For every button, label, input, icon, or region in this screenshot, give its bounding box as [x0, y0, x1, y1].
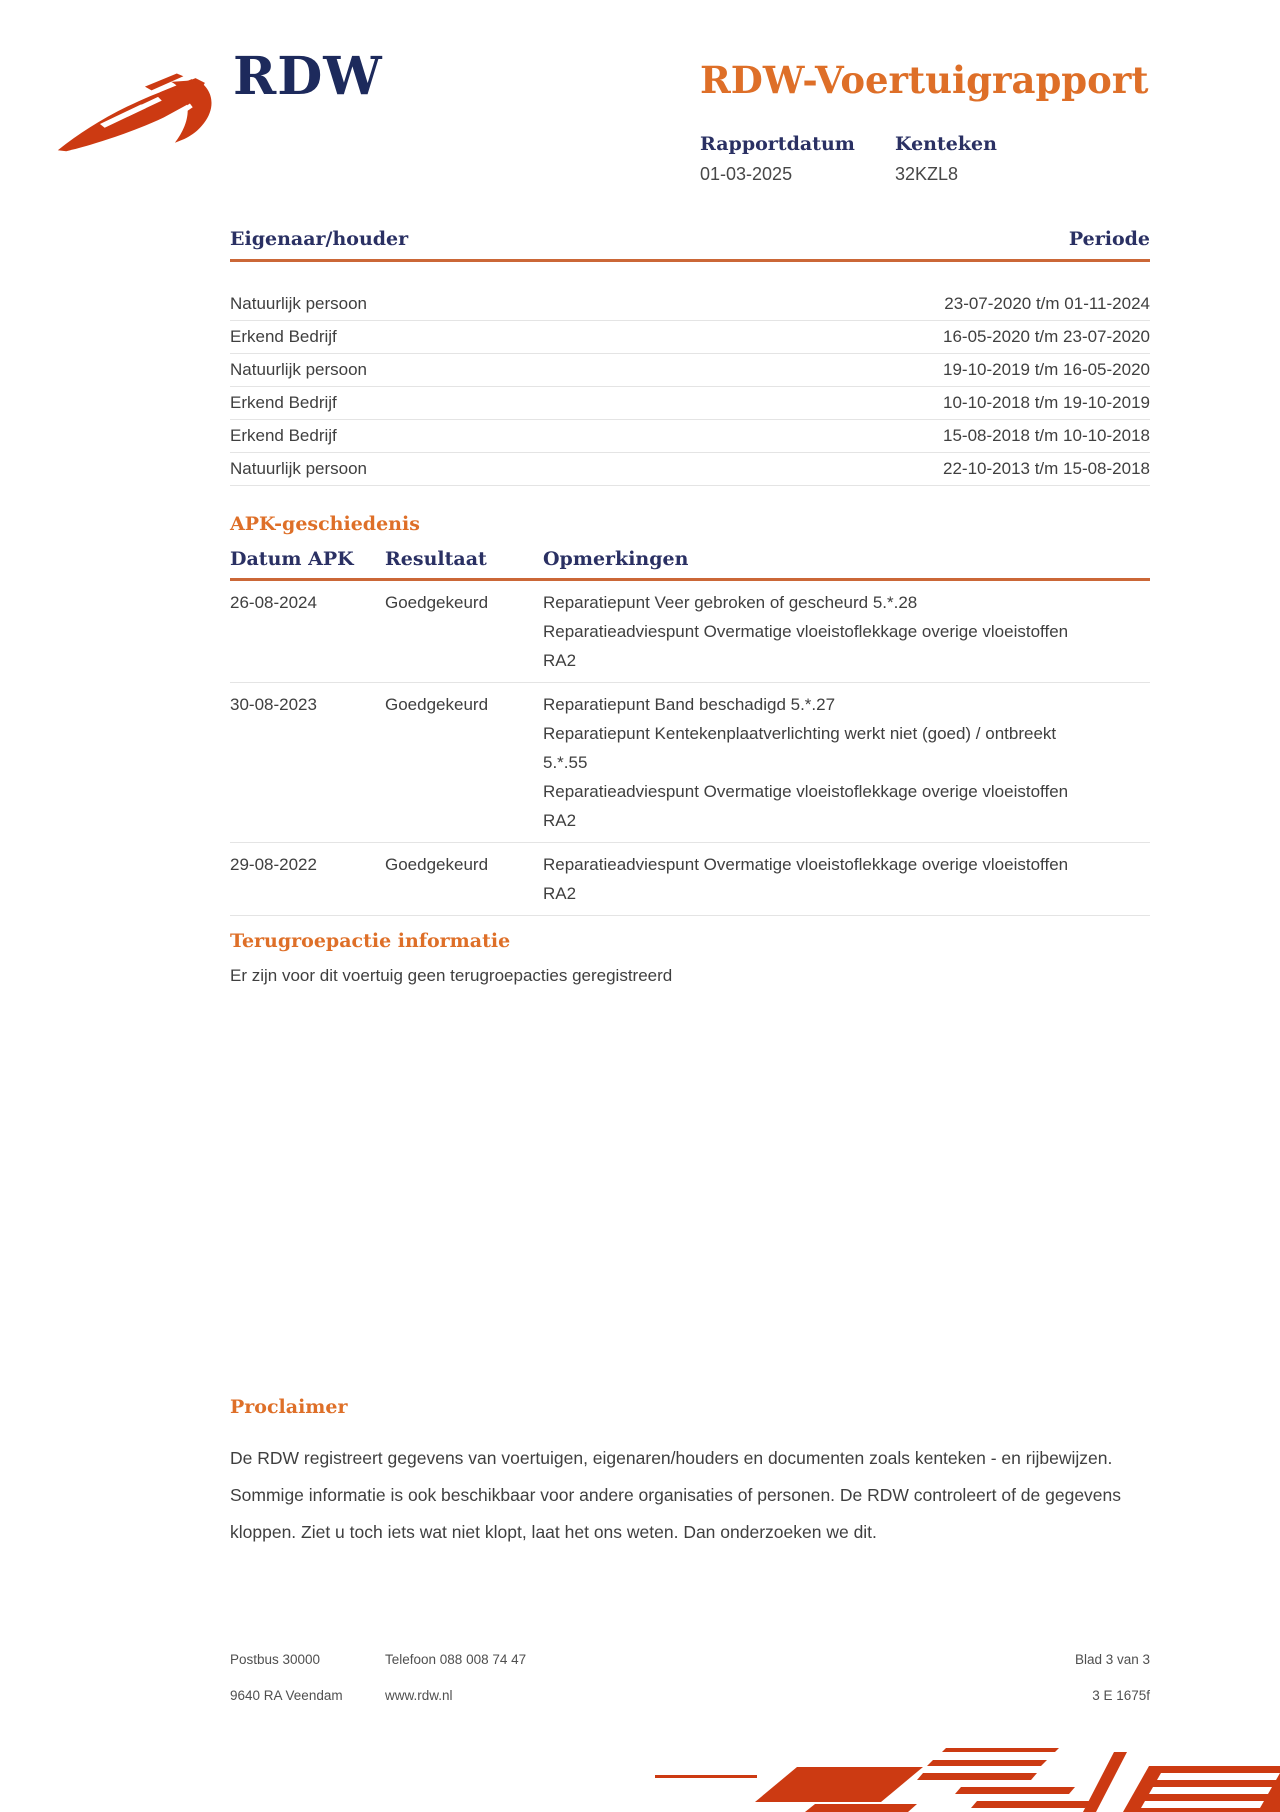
apk-remark: Reparatieadviespunt Overmatige vloeistoflekkage overige vloeistoffen RA2 [543, 782, 1069, 830]
proclaimer-section [230, 1396, 1150, 1551]
owner-table-row [230, 453, 1150, 486]
apk-remarks [543, 690, 1083, 835]
recall-section [230, 930, 1150, 986]
owner-period: 10-10-2018 t/m 19-10-2019 [943, 393, 1150, 412]
owner-table-row [230, 387, 1150, 420]
owner-section-header [230, 228, 1150, 262]
apk-col-header-remarks: Opmerkingen [543, 548, 689, 570]
owner-type: Natuurlijk persoon [230, 459, 368, 478]
apk-result: Goedgekeurd [385, 855, 489, 874]
apk-section [230, 513, 1150, 916]
apk-remark: Reparatiepunt Veer gebroken of gescheurd 5.*.28 [543, 593, 918, 612]
apk-table-body [230, 581, 1150, 916]
apk-result: Goedgekeurd [385, 593, 489, 612]
recall-section-title: Terugroepactie informatie [230, 930, 511, 952]
bottom-stripes-decoration [655, 1740, 1280, 1812]
apk-remark: Reparatieadviespunt Overmatige vloeistoflekkage overige vloeistoffen RA2 [543, 855, 1069, 903]
owner-period: 15-08-2018 t/m 10-10-2018 [943, 426, 1150, 445]
owner-type: Erkend Bedrijf [230, 426, 337, 445]
owner-period: 23-07-2020 t/m 01-11-2024 [944, 294, 1150, 313]
owner-period: 19-10-2019 t/m 16-05-2020 [943, 360, 1150, 379]
apk-remark: Reparatiepunt Kentekenplaatverlichting werkt niet (goed) / ontbreekt 5.*.55 [543, 724, 1057, 772]
proclaimer-text: De RDW registreert gegevens van voertuigen, eigenaren/houders en documenten zoals kenteken - en rijbewijzen. Sommige informatie is ook beschikbaar voor andere organisaties of personen. De RDW controleert of de gegevens kloppen. Ziet u toch iets wat niet klopt, laat het ons weten. Dan onderzoeken we dit. [230, 1448, 1122, 1542]
report-date-label: Rapportdatum [700, 133, 855, 155]
footer-address-line2: 9640 RA Veendam [230, 1688, 343, 1703]
report-meta [700, 133, 1090, 185]
owner-table-row [230, 420, 1150, 453]
footer-form-code: 3 E 1675f [1092, 1688, 1150, 1703]
apk-date: 30-08-2023 [230, 695, 317, 714]
license-plate-value: 32KZL8 [895, 164, 959, 184]
apk-date: 26-08-2024 [230, 593, 317, 612]
owner-table-row [230, 354, 1150, 387]
footer-page-number: Blad 3 van 3 [1074, 1652, 1150, 1667]
owner-period: 22-10-2013 t/m 15-08-2018 [943, 459, 1150, 478]
apk-remarks [543, 850, 1083, 908]
owner-type: Erkend Bedrijf [230, 327, 337, 346]
report-date-value: 01-03-2025 [700, 164, 793, 184]
footer-website: www.rdw.nl [385, 1688, 453, 1703]
apk-col-header-date: Datum APK [230, 548, 354, 570]
apk-section-title: APK-geschiedenis [230, 513, 420, 535]
footer-row-1 [230, 1652, 1150, 1667]
license-plate-block [895, 133, 1090, 185]
owner-period-header: Periode [1068, 228, 1150, 250]
recall-text: Er zijn voor dit voertuig geen terugroepacties geregistreerd [230, 966, 673, 985]
apk-date: 29-08-2022 [230, 855, 317, 874]
owner-period: 16-05-2020 t/m 23-07-2020 [943, 327, 1150, 346]
footer-phone: Telefoon 088 008 74 47 [385, 1652, 527, 1667]
page-footer [230, 1652, 1150, 1724]
owner-table-body [230, 288, 1150, 486]
footer-row-2 [230, 1688, 1150, 1703]
owner-section-title: Eigenaar/houder [230, 228, 409, 250]
rdw-logo-text: RDW [233, 46, 383, 107]
apk-table-row [230, 843, 1150, 916]
rdw-feather-logo-icon [55, 56, 233, 164]
owner-type: Erkend Bedrijf [230, 393, 337, 412]
footer-address-line1: Postbus 30000 [230, 1652, 321, 1667]
apk-column-headers [230, 548, 1150, 581]
apk-remark: Reparatiepunt Band beschadigd 5.*.27 [543, 695, 836, 714]
apk-remarks [543, 588, 1083, 675]
owner-section [230, 228, 1150, 486]
apk-table-row [230, 581, 1150, 683]
proclaimer-title: Proclaimer [230, 1396, 348, 1418]
owner-type: Natuurlijk persoon [230, 294, 368, 313]
apk-table-row [230, 683, 1150, 843]
owner-table-row [230, 288, 1150, 321]
apk-result: Goedgekeurd [385, 695, 489, 714]
report-date-block [700, 133, 895, 185]
report-title: RDW-Voertuigrapport [700, 58, 1149, 102]
owner-table-row [230, 321, 1150, 354]
apk-col-header-result: Resultaat [385, 548, 487, 570]
license-plate-label: Kenteken [895, 133, 997, 155]
owner-type: Natuurlijk persoon [230, 360, 368, 379]
apk-remark: Reparatieadviespunt Overmatige vloeistoflekkage overige vloeistoffen RA2 [543, 622, 1069, 670]
